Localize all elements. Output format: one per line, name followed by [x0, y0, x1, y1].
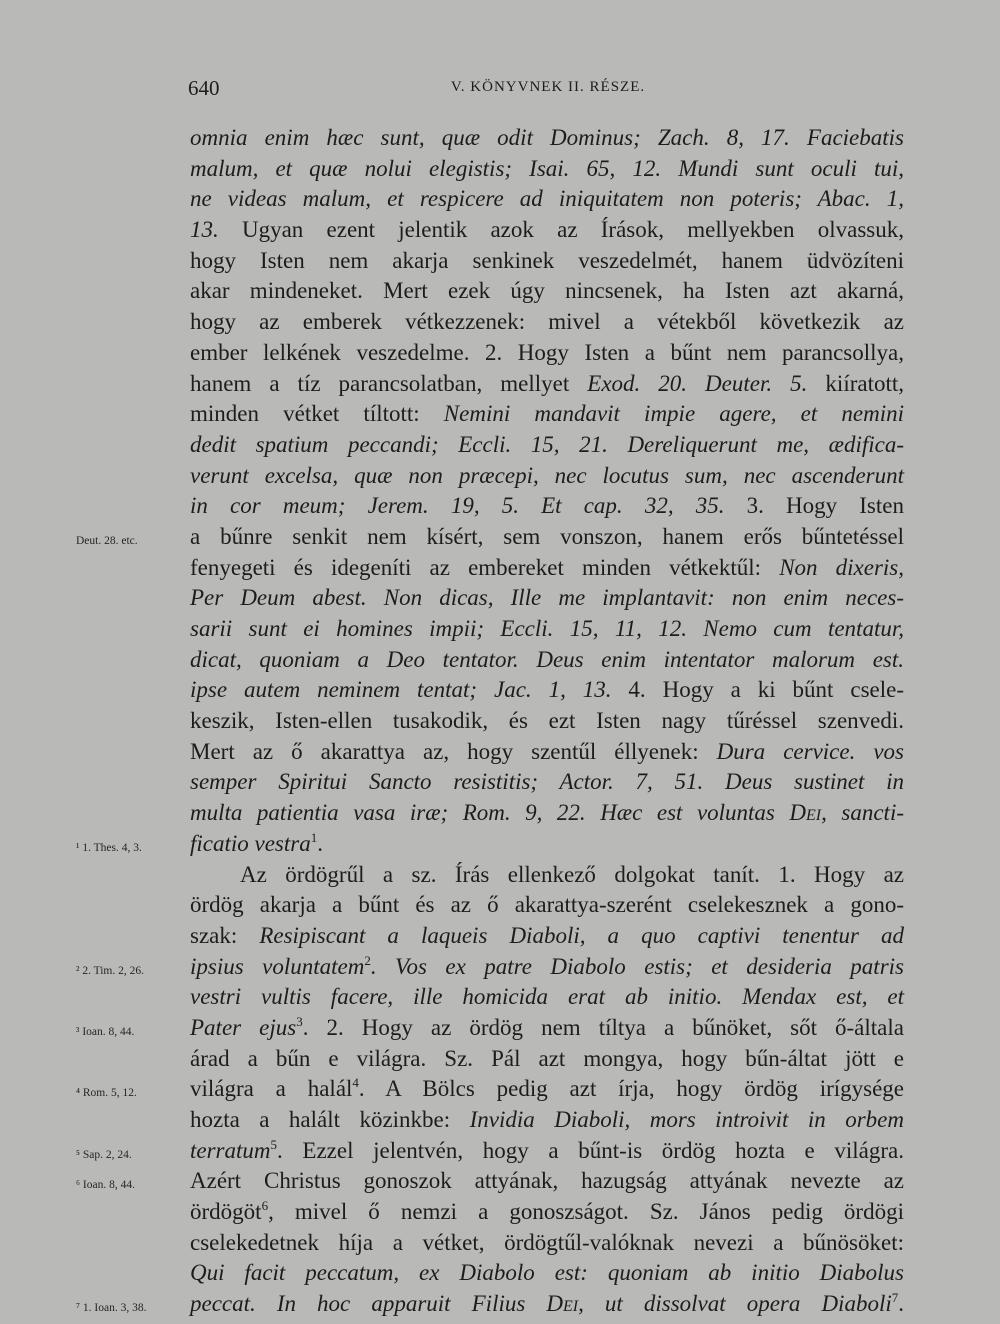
text-segment: minden vétket tíltott: [190, 401, 444, 427]
line-text [190, 1044, 904, 1075]
text-segment: Dura cervice. vos [716, 738, 905, 764]
line-text [190, 1197, 904, 1228]
text-segment: 3. Hogy Isten [724, 493, 904, 519]
text-segment: Pater ejus [190, 1014, 297, 1040]
text-line [0, 1136, 1000, 1167]
line-text [190, 737, 904, 768]
text-segment: Exod. 20. Deuter. 5. [587, 370, 808, 396]
text-line [0, 798, 1000, 829]
text-segment: 4. Hogy a ki bűnt csele- [611, 677, 904, 703]
text-segment: Non dixeris, [779, 554, 904, 580]
footnote-marker: 2 [364, 952, 371, 968]
line-text [190, 982, 904, 1013]
text-segment: ördög akarja a bűnt és az ő akarattya-szerént cselekesznek a gono- [190, 892, 904, 918]
line-text [190, 829, 904, 860]
text-segment: semper Spiritui Sancto resistitis; Actor. 7, 51. Deus sustinet in [190, 769, 904, 795]
text-line [0, 952, 1000, 983]
text-segment: 13. [190, 217, 219, 243]
line-text [190, 645, 904, 676]
text-segment: Per Deum abest. Non dicas, Ille me implantavit: non enim neces- [190, 585, 904, 611]
text-segment: , mivel ő nemzi a gonoszságot. Sz. János pedig ördögi [268, 1199, 904, 1225]
line-text [190, 921, 904, 952]
line-text [190, 461, 904, 492]
text-segment: vestri vultis facere, ille homicida erat ab initio. Mendax est, et [190, 984, 904, 1010]
text-segment: szak: [190, 922, 260, 948]
line-text [190, 706, 904, 737]
text-line [0, 184, 1000, 215]
text-segment: . Ezzel jelentvén, hogy a bűnt-is ördög hozta e világra. [277, 1137, 904, 1163]
line-text [190, 614, 904, 645]
text-segment: multa patientia vasa iræ; Rom. 9, 22. Hæc est voluntas [190, 800, 790, 826]
text-segment: fenyegeti és idegeníti az embereket minden vétkektűl: [190, 554, 780, 580]
text-line [0, 215, 1000, 246]
text-segment: Nemini mandavit impie agere, et nemini [443, 401, 904, 427]
margin-reference: ⁶ Ioan. 8, 44. [76, 1179, 135, 1192]
line-text [190, 1166, 904, 1197]
text-segment: hogy Isten nem akarja senkinek veszedelmét, hanem üdvözíteni [190, 247, 904, 273]
line-text [190, 1105, 904, 1136]
text-line [0, 767, 1000, 798]
line-text [190, 798, 904, 829]
text-line [0, 338, 1000, 369]
text-segment: Ugyan ezent jelentik azok az Írások, mellyekben olvassuk, [218, 217, 904, 243]
text-segment: , sancti- [821, 800, 904, 826]
footnote-marker: 3 [296, 1013, 303, 1029]
line-text [190, 1074, 904, 1105]
text-segment: Azért Christus gonoszok attyának, hazugság attyának nevezte az [190, 1168, 904, 1194]
line-text [190, 675, 904, 706]
line-text [190, 399, 904, 430]
text-segment: in cor meum; Jerem. 19, 5. Et cap. 32, 35. [190, 493, 725, 519]
text-segment: terratum [190, 1137, 271, 1163]
text-segment: . A Bölcs pedig azt írja, hogy ördög irígysége [358, 1076, 905, 1102]
text-segment: . 2. Hogy az ördög nem tíltya a bűnöket, sőt ő-általa [302, 1014, 904, 1040]
text-segment: dedit spatium peccandi; Eccli. 15, 21. Dereliquerunt me, ædifica- [190, 431, 904, 457]
line-text [190, 276, 904, 307]
text-line [0, 675, 1000, 706]
text-line [0, 246, 1000, 277]
text-segment: ne videas malum, et respicere ad iniquitatem non poteris; Abac. 1, [190, 186, 904, 212]
text-line [0, 1074, 1000, 1105]
line-text [190, 1136, 904, 1167]
line-text [190, 215, 904, 246]
text-line [0, 1166, 1000, 1197]
text-line [0, 1289, 1000, 1320]
text-line [0, 399, 1000, 430]
text-segment: Resipiscant a laqueis Diaboli, a quo captivi tenentur ad [259, 922, 904, 948]
text-line [0, 522, 1000, 553]
line-text [190, 1289, 904, 1320]
text-segment: Az ördögrűl a sz. Írás ellenkező dolgokat tanít. 1. Hogy az [240, 861, 904, 887]
text-segment: omnia enim hæc sunt, quæ odit Dominus; Zach. 8, 17. Faciebatis [190, 125, 904, 150]
text-segment: Invidia Diaboli, mors introivit in orbem [469, 1107, 904, 1132]
text-line [0, 369, 1000, 400]
text-segment: Dei [789, 800, 822, 826]
margin-reference: ³ Ioan. 8, 44. [76, 1025, 135, 1038]
text-segment: ficatio vestra [190, 830, 311, 856]
running-title: V. KÖNYVNEK II. RÉSZE. [450, 79, 646, 95]
text-line [0, 276, 1000, 307]
margin-reference: ¹ 1. Thes. 4, 3. [76, 841, 142, 854]
line-text [190, 1258, 904, 1289]
margin-reference: ² 2. Tim. 2, 26. [76, 964, 145, 977]
text-segment: . [898, 1291, 904, 1317]
margin-reference: Deut. 28. etc. [76, 534, 138, 547]
text-line [0, 737, 1000, 768]
line-text [190, 890, 904, 921]
text-segment: ördögöt [190, 1199, 262, 1225]
text-line [0, 154, 1000, 185]
text-segment: ipse autem neminem tentat; Jac. 1, 13. [190, 677, 612, 703]
text-segment: hogy az emberek vétkezzenek: mivel a vétekből következik az [190, 309, 904, 335]
line-text [190, 952, 904, 983]
text-line [0, 829, 1000, 860]
line-text [190, 1228, 904, 1259]
line-text [190, 369, 904, 400]
line-text [190, 154, 904, 185]
text-segment: ember lelkének veszedelme. 2. Hogy Isten a bűnt nem parancsollya, [190, 339, 904, 365]
text-line [0, 860, 1000, 891]
line-text [190, 491, 904, 522]
line-text [190, 430, 904, 461]
text-segment: Dei [546, 1291, 579, 1317]
text-line [0, 1228, 1000, 1259]
text-segment: árad a bűn e világra. Sz. Pál azt mongya, hogy bűn-áltat jött e [190, 1045, 904, 1071]
footnote-marker: 4 [352, 1075, 359, 1091]
text-segment: ipsius voluntatem [190, 953, 365, 979]
line-text [240, 860, 904, 891]
page-body [0, 123, 1000, 1320]
text-line [0, 123, 1000, 154]
text-line [0, 890, 1000, 921]
footnote-marker: 1 [310, 829, 318, 845]
text-segment: a bűnre senkit nem kísért, sem vonszon, hanem erős bűntetéssel [190, 523, 904, 549]
text-line [0, 430, 1000, 461]
line-text [190, 184, 904, 215]
text-line [0, 491, 1000, 522]
text-segment: világra a halál [190, 1076, 353, 1102]
text-segment: cselekedetnek híja a vétket, ördögtűl-valóknak nevezi a bűnösöket: [190, 1229, 904, 1255]
text-line [0, 583, 1000, 614]
text-segment: . [317, 830, 323, 856]
footnote-marker: 6 [261, 1198, 269, 1214]
text-segment: dicat, quoniam a Deo tentator. Deus enim intentator malorum est. [190, 646, 904, 672]
text-line [0, 307, 1000, 338]
text-segment: Qui facit peccatum, ex Diabolo est: quoniam ab initio Diabolus [190, 1260, 904, 1286]
text-segment: sarii sunt ei homines impii; Eccli. 15, 11, 12. Nemo cum tentatur, [190, 616, 904, 641]
line-text [190, 307, 904, 338]
text-segment: peccat. In hoc apparuit Filius [190, 1291, 547, 1317]
text-segment: , ut dissolvat opera Diaboli [578, 1291, 892, 1317]
text-line [0, 1197, 1000, 1228]
text-line [0, 982, 1000, 1013]
footnote-marker: 5 [270, 1136, 277, 1152]
line-text [190, 1013, 904, 1044]
text-segment: akar mindeneket. Mert ezek úgy nincsenek, ha Isten azt akarná, [190, 278, 904, 304]
footnote-marker: 7 [891, 1290, 899, 1306]
text-segment: kiíratott, [807, 370, 904, 396]
text-line [0, 1044, 1000, 1075]
text-segment: verunt excelsa, quæ non præcepi, nec locutus sum, nec ascenderunt [190, 462, 904, 488]
text-line [0, 461, 1000, 492]
text-line [0, 921, 1000, 952]
line-text [190, 583, 904, 614]
text-line [0, 553, 1000, 584]
line-text [190, 123, 904, 154]
text-segment: hozta a halált közinkbe: [190, 1107, 470, 1132]
text-segment: hanem a tíz parancsolatban, mellyet [190, 370, 588, 396]
page-number: 640 [188, 76, 220, 100]
text-segment: malum, et quæ nolui elegistis; Isai. 65, 12. Mundi sunt oculi tui, [190, 155, 904, 181]
margin-reference: ⁴ Rom. 5, 12. [76, 1087, 137, 1100]
text-line [0, 706, 1000, 737]
text-line [0, 645, 1000, 676]
line-text [190, 522, 904, 553]
margin-reference: ⁷ 1. Ioan. 3, 38. [76, 1302, 147, 1315]
text-line [0, 1013, 1000, 1044]
page-header [188, 76, 908, 102]
text-segment: Mert az ő akarattya az, hogy szentűl éllyenek: [190, 738, 717, 764]
text-line [0, 1258, 1000, 1289]
text-segment: . Vos ex patre Diabolo estis; et desideria patris [370, 953, 904, 979]
text-line [0, 1105, 1000, 1136]
text-segment: keszik, Isten-ellen tusakodik, és ezt Isten nagy tűréssel szenvedi. [190, 708, 904, 734]
line-text [190, 767, 904, 798]
line-text [190, 553, 904, 584]
line-text [190, 246, 904, 277]
margin-reference: ⁵ Sap. 2, 24. [76, 1148, 132, 1161]
line-text [190, 338, 904, 369]
text-line [0, 614, 1000, 645]
